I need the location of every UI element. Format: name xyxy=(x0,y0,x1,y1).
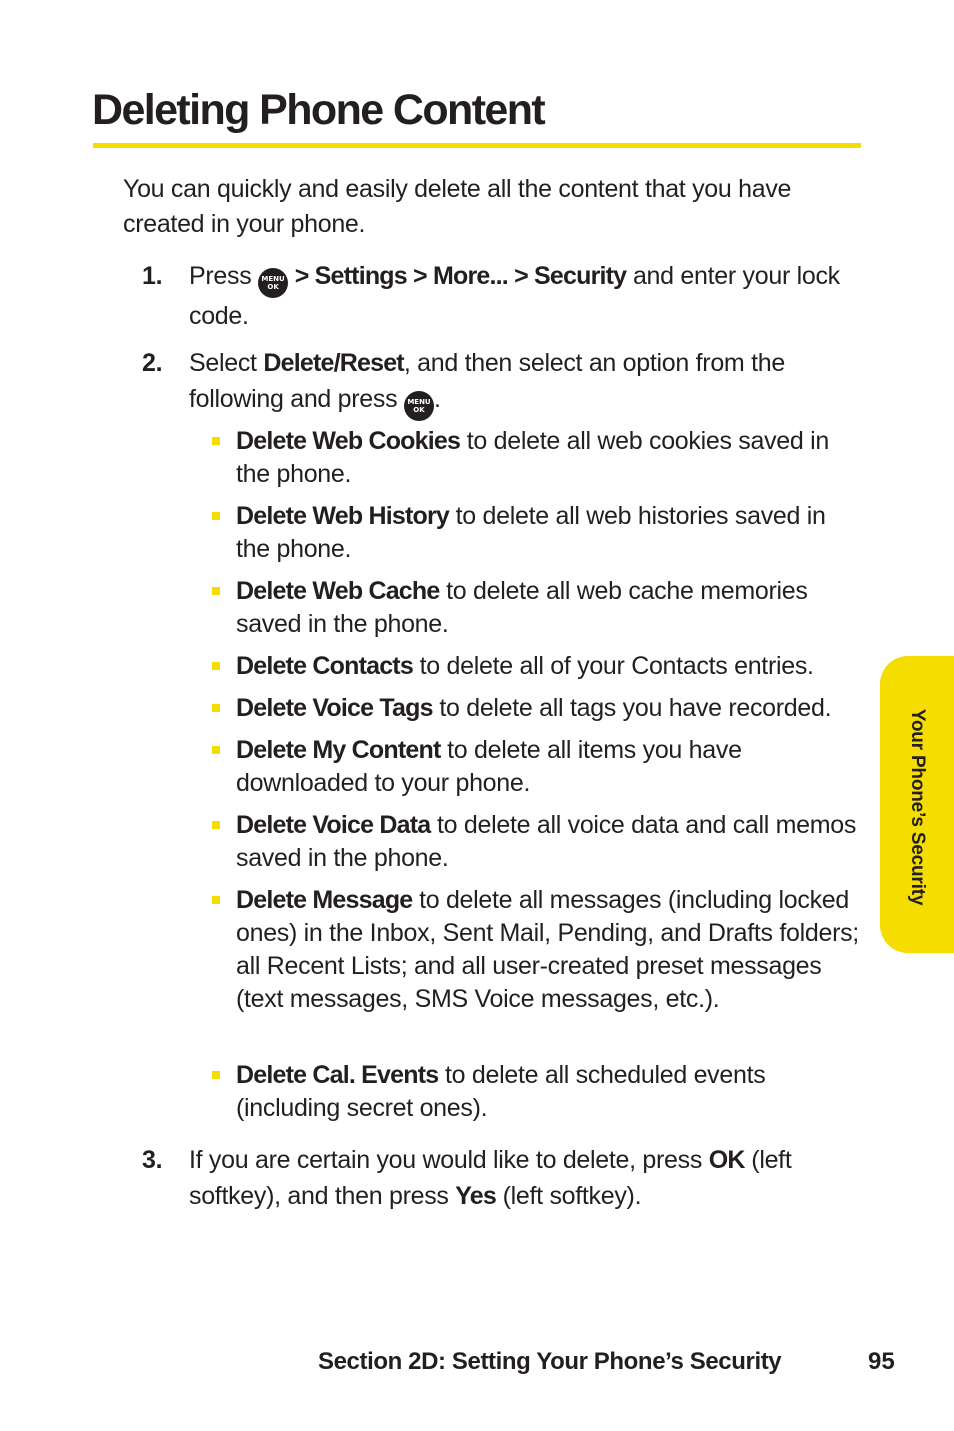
bullet-square xyxy=(212,512,220,520)
option-delete-voice-tags: Delete Voice Tags to delete all tags you have recorded. xyxy=(236,692,866,725)
title-underline xyxy=(93,143,861,148)
page-title: Deleting Phone Content xyxy=(92,86,545,134)
step-2: 2. Select Delete/Reset, and then select an option from the following and press MENU OK . xyxy=(189,345,874,421)
ok-key-label: OK xyxy=(708,1146,745,1174)
menu-ok-key-icon: MENU OK xyxy=(258,268,288,298)
bullet-square xyxy=(212,896,220,904)
option-delete-web-history: Delete Web History to delete all web histories saved in the phone. xyxy=(236,500,866,566)
delete-reset-option: Delete/Reset xyxy=(263,349,404,377)
menu-ok-key-icon: MENU OK xyxy=(404,391,434,421)
menu-path: > Settings > More... > Security xyxy=(294,262,627,290)
side-tab-label: Your Phone’s Security xyxy=(907,708,928,906)
option-delete-voice-data: Delete Voice Data to delete all voice data and call memos saved in the phone. xyxy=(236,809,866,875)
bullet-square xyxy=(212,704,220,712)
bullet-square xyxy=(212,821,220,829)
page-number: 95 xyxy=(868,1348,895,1375)
step-number: 2. xyxy=(142,349,163,377)
option-delete-my-content: Delete My Content to delete all items you have downloaded to your phone. xyxy=(236,734,866,800)
yes-key-label: Yes xyxy=(455,1182,496,1210)
option-delete-contacts: Delete Contacts to delete all of your Contacts entries. xyxy=(236,650,866,683)
bullet-square xyxy=(212,746,220,754)
bullet-square xyxy=(212,662,220,670)
step-3: 3. If you are certain you would like to delete, press OK (left softkey), and then press Yes (left softkey). xyxy=(189,1142,874,1214)
intro-paragraph: You can quickly and easily delete all the content that you have created in your phone. xyxy=(123,175,792,238)
step-number: 3. xyxy=(142,1146,163,1174)
bullet-square xyxy=(212,587,220,595)
bullet-square xyxy=(212,1071,220,1079)
option-delete-cal-events: Delete Cal. Events to delete all scheduled events (including secret ones). xyxy=(236,1059,866,1125)
step-number: 1. xyxy=(142,262,163,290)
footer-section-title: Section 2D: Setting Your Phone’s Security xyxy=(318,1348,782,1375)
option-delete-web-cookies: Delete Web Cookies to delete all web cookies saved in the phone. xyxy=(236,425,866,491)
option-delete-message: Delete Message to delete all messages (including locked ones) in the Inbox, Sent Mail, Pending, and Drafts folders; all Recent Lists; and all user-created preset messages (text messages, SMS Voice messages, etc.). xyxy=(236,884,866,1016)
bullet-square xyxy=(212,437,220,445)
option-delete-web-cache: Delete Web Cache to delete all web cache memories saved in the phone. xyxy=(236,575,866,641)
step-1: 1. Press MENU OK > Settings > More... > Security and enter your lock code. xyxy=(189,258,874,334)
